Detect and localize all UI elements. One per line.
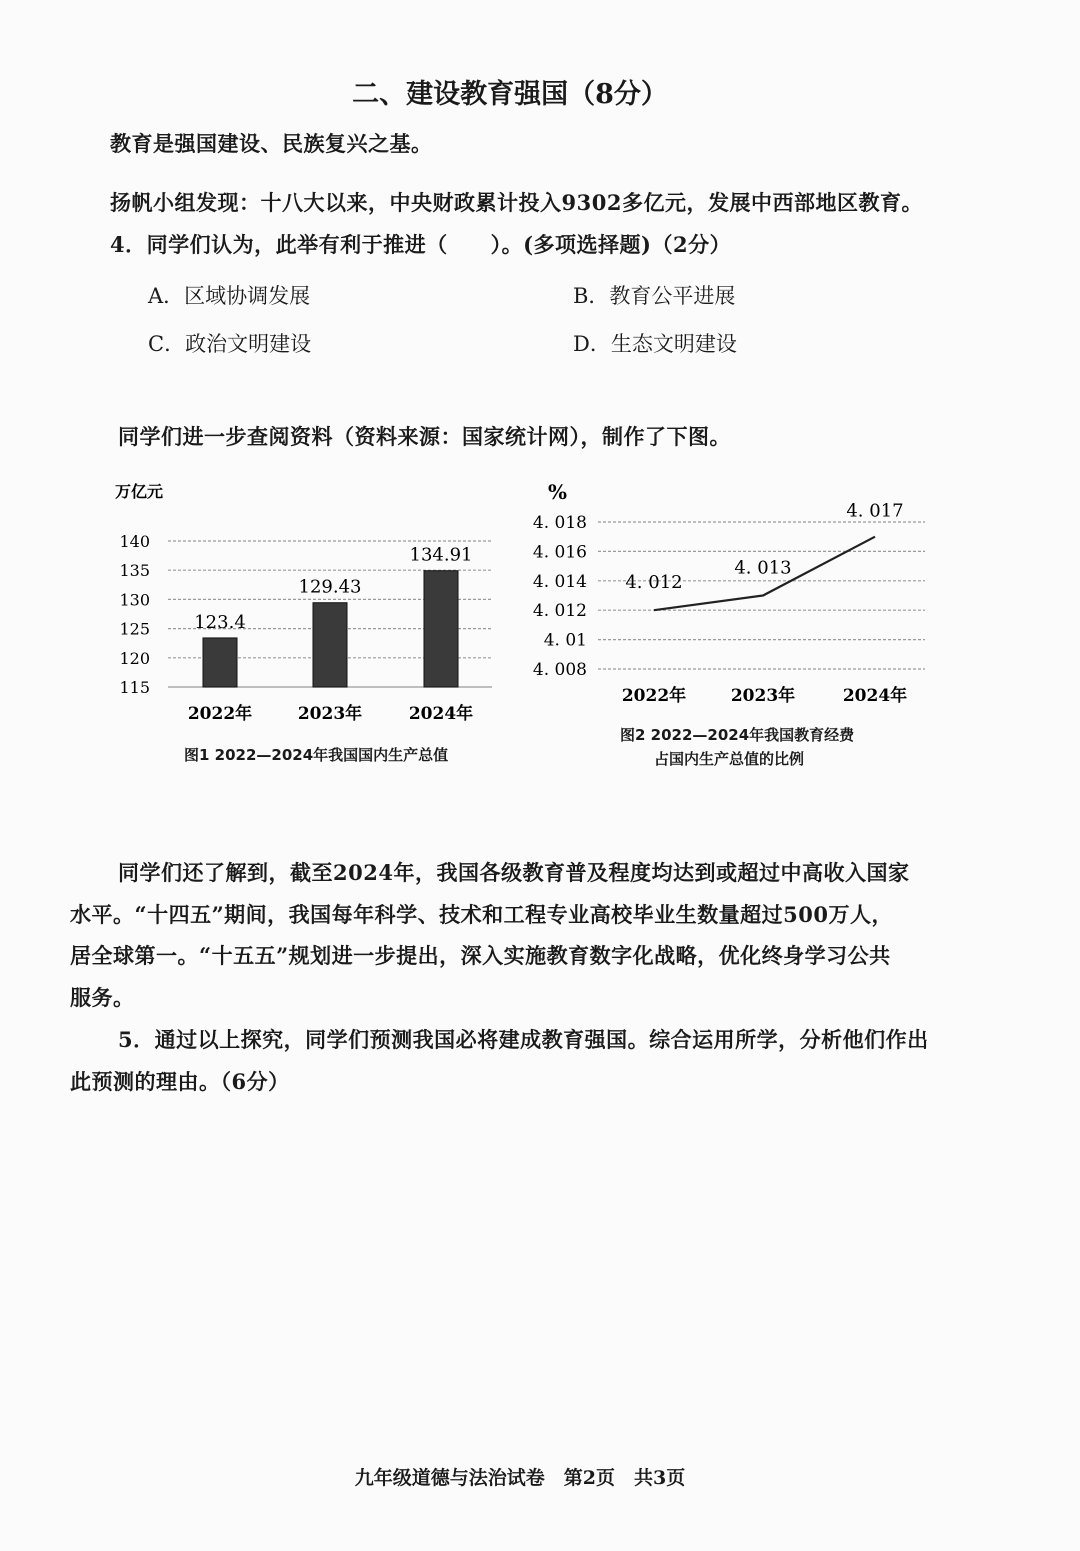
figure-2-x-tick-label: 2022年 [621, 686, 687, 706]
intro-text: 教育是强国建设、民族复兴之基。 [110, 131, 433, 156]
paragraph-line-2: 水平。“十四五”期间，我国每年科学、技术和工程专业高校毕业生数量超过500万人， [70, 902, 893, 927]
figure-2-y-tick-label: 4. 008 [532, 660, 587, 680]
figure-2-y-tick-label: 4. 012 [532, 601, 587, 622]
figure-1-y-tick-label: 140 [119, 532, 150, 551]
figure-2-data-label: 4. 017 [846, 500, 904, 522]
chart-intro-text: 同学们进一步查阅资料（资料来源：国家统计网），制作了下图。 [118, 424, 731, 449]
finding-text: 扬帆小组发现：十八大以来，中央财政累计投入9302多亿元，发展中西部地区教育。 [110, 190, 923, 215]
section-title: 二、建设教育强国（8分） [352, 79, 668, 110]
figure-1-y-tick-label: 135 [119, 561, 150, 581]
option-d: D．生态文明建设 [573, 332, 737, 356]
figure-2-caption-line-1: 图2 2022—2024年我国教育经费 [620, 726, 855, 744]
figure-2-data-label: 4. 013 [734, 557, 792, 579]
option-a: A．区域协调发展 [148, 284, 311, 308]
figure-2-y-tick-label: 4. 018 [532, 513, 587, 533]
figure-2-y-tick-label: 4. 01 [543, 630, 587, 651]
question-5-line-1: 5．通过以上探究，同学们预测我国必将建成教育强国。综合运用所学，分析他们作出 [118, 1027, 929, 1052]
figure-2-caption-line-2: 占国内生产总值的比例 [654, 750, 805, 768]
paragraph-line-1: 同学们还了解到，截至2024年，我国各级教育普及程度均达到或超过中高收入国家 [118, 860, 910, 885]
option-c: C．政治文明建设 [148, 332, 312, 356]
figure-2-data-label: 4. 012 [625, 572, 683, 594]
paragraph-line-3: 居全球第一。“十五五”规划进一步提出，深入实施教育数字化战略，优化终身学习公共 [70, 943, 891, 968]
figure-2-y-tick-label: 4. 016 [532, 542, 587, 563]
question-4-stem: 4．同学们认为，此举有利于推进（ ）。(多项选择题)（2分） [110, 232, 732, 257]
figure-1-data-label: 134.91 [409, 544, 473, 566]
figure-1-x-tick-label: 2024年 [408, 704, 474, 724]
figure-2-x-tick-label: 2023年 [730, 686, 796, 706]
figure-1-caption: 图1 2022—2024年我国国内生产总值 [184, 746, 449, 764]
figure-1-x-tick-label: 2023年 [297, 704, 363, 724]
figure-1-x-tick-label: 2022年 [187, 704, 253, 724]
figure-1-data-label: 123.4 [194, 611, 246, 633]
figure-1-y-tick-label: 120 [119, 648, 150, 668]
page-footer: 九年级道德与法治试卷 第2页 共3页 [354, 1467, 686, 1489]
figure-1-y-tick-label: 125 [119, 619, 150, 639]
question-5-line-2: 此预测的理由。（6分） [70, 1069, 290, 1094]
figure-1-y-axis-label: 万亿元 [115, 482, 164, 501]
figure-1-data-label: 129.43 [298, 576, 362, 598]
figure-1-y-tick-label: 130 [119, 590, 150, 610]
figure-1-y-tick-label: 115 [119, 678, 150, 697]
figure-2-x-tick-label: 2024年 [842, 686, 908, 706]
paragraph-line-4: 服务。 [70, 985, 135, 1010]
figure-2-y-tick-label: 4. 014 [532, 571, 587, 592]
figure-2-y-axis-label: % [548, 480, 568, 504]
option-b: B．教育公平进展 [573, 284, 736, 308]
